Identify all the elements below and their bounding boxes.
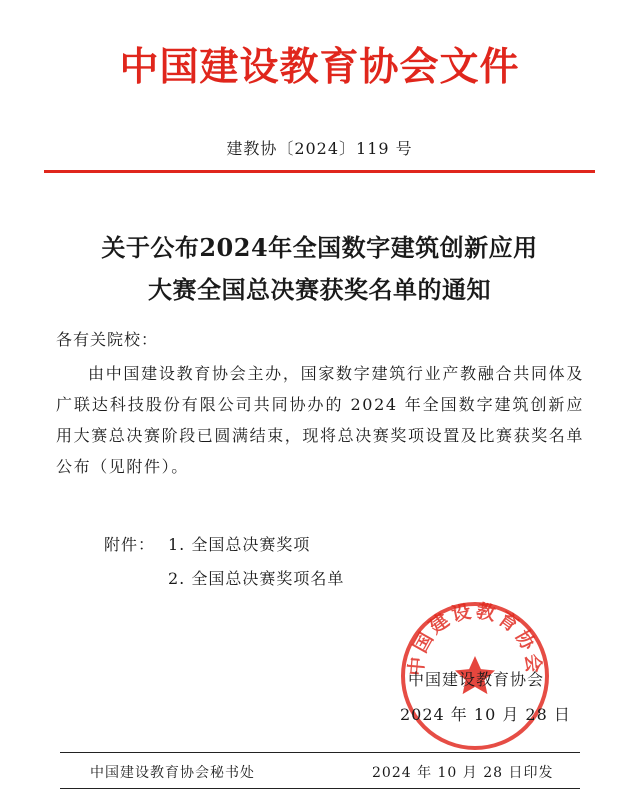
footer-bottom-rule — [60, 788, 580, 789]
document-number: 建教协〔2024〕119 号 — [226, 139, 413, 158]
footer-issue-date: 2024 年 10 月 28 日印发 — [372, 765, 554, 781]
signature-organization: 中国建设教育协会 — [408, 670, 545, 689]
svg-text:中国建设教育协会: 中国建设教育协会 — [405, 599, 545, 677]
attachments-label: 附件： — [104, 535, 156, 554]
attachment-item-1: 1. 全国总决赛奖项 — [168, 535, 311, 554]
signature-date: 2024 年 10 月 28 日 — [400, 705, 571, 724]
red-header-rule — [44, 170, 595, 173]
notice-title-line-2: 大赛全国总决赛获奖名单的通知 — [148, 275, 491, 304]
attachment-item-2: 2. 全国总决赛奖项名单 — [168, 569, 345, 588]
footer-issuer: 中国建设教育协会秘书处 — [90, 765, 255, 781]
body-paragraph: 由中国建设教育协会主办，国家数字建筑行业产教融合共同体及广联达科技股份有限公司共同协办的 2024 年全国数字建筑创新应用大赛总决赛阶段已圆满结束，现将总决赛奖项设置及比赛获奖名单公布（见附件）。 — [56, 364, 585, 476]
notice-title-line-1: 关于公布2024年全国数字建筑创新应用 — [101, 233, 538, 262]
footer-top-rule — [60, 752, 580, 753]
org-header-title: 中国建设教育协会文件 — [119, 45, 520, 90]
salutation: 各有关院校： — [56, 330, 159, 349]
